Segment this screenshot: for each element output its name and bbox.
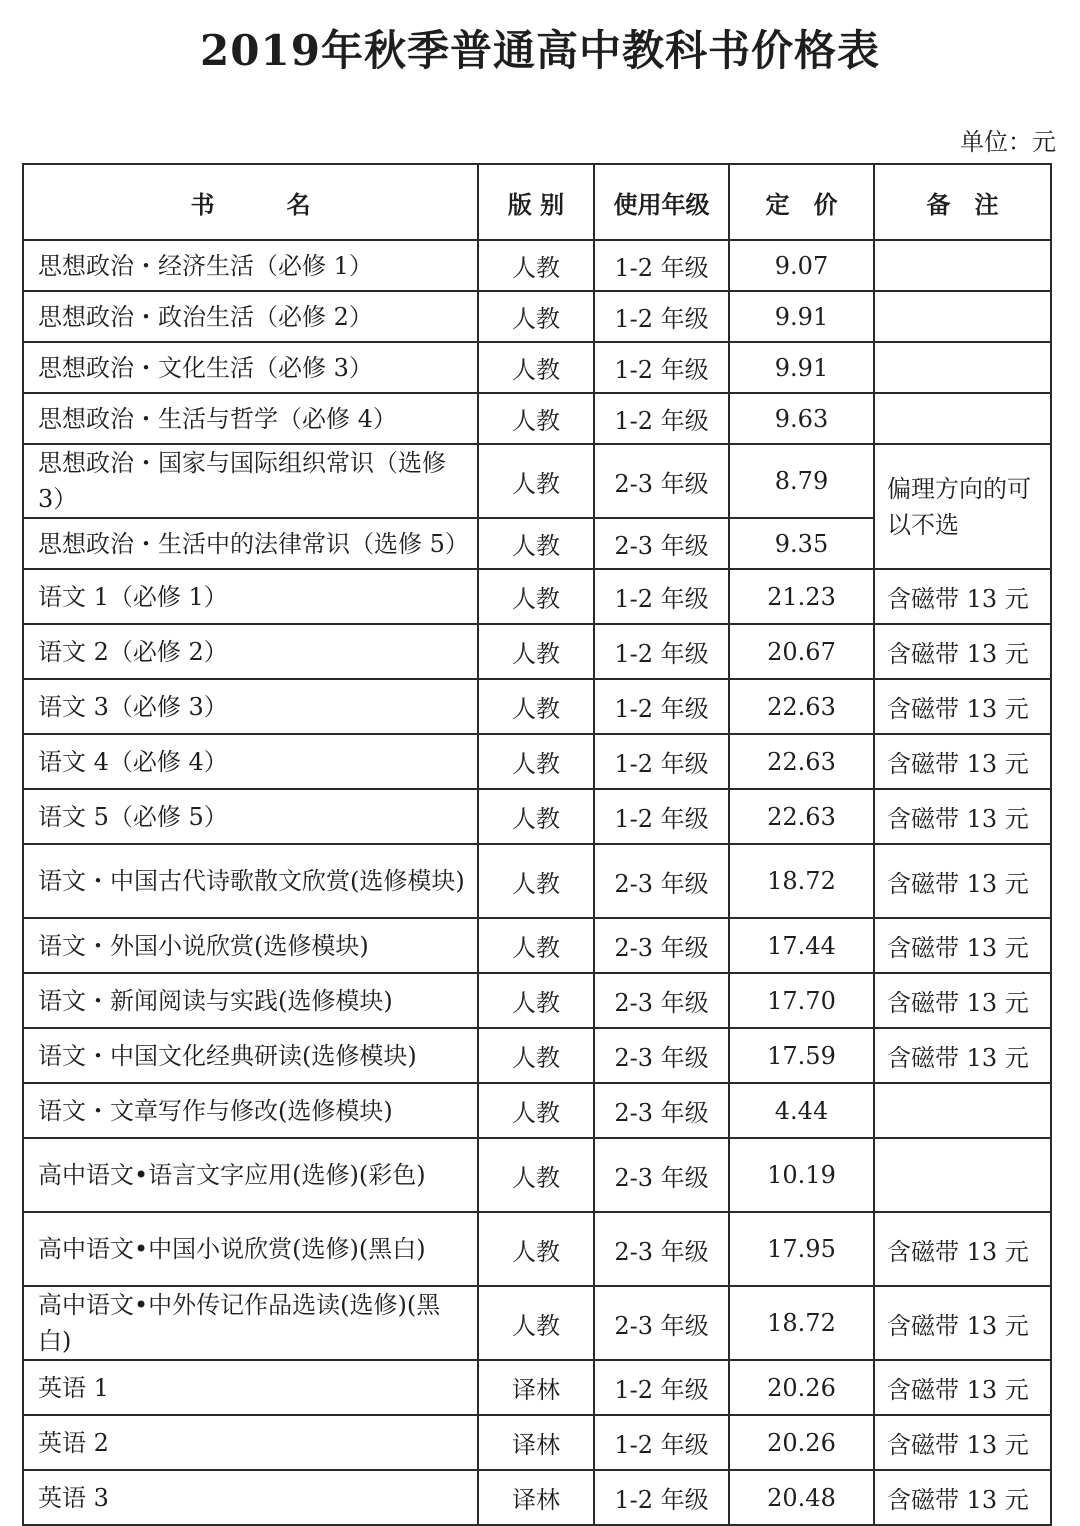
price: 18.72 [729, 844, 874, 918]
book-name: 语文 5（必修 5） [23, 789, 478, 844]
table-row [23, 844, 1051, 918]
grade: 1-2 年级 [594, 1360, 729, 1415]
note [874, 1138, 1051, 1212]
book-name: 高中语文•中国小说欣赏(选修)(黑白) [23, 1212, 478, 1286]
edition: 人教 [478, 973, 594, 1028]
price: 18.72 [729, 1286, 874, 1360]
book-name: 思想政治・文化生活（必修 3） [23, 342, 478, 393]
grade: 2-3 年级 [594, 444, 729, 518]
header-price: 定 价 [729, 164, 874, 240]
book-name: 语文 3（必修 3） [23, 679, 478, 734]
edition: 人教 [478, 1286, 594, 1360]
grade: 1-2 年级 [594, 393, 729, 444]
price: 4.44 [729, 1083, 874, 1138]
grade: 2-3 年级 [594, 844, 729, 918]
price: 17.59 [729, 1028, 874, 1083]
note: 含磁带 13 元 [874, 1286, 1051, 1360]
table-row [23, 569, 1051, 624]
table-row [23, 393, 1051, 444]
note [874, 342, 1051, 393]
price: 9.07 [729, 240, 874, 291]
price: 9.91 [729, 342, 874, 393]
edition: 译林 [478, 1470, 594, 1525]
book-name: 英语 1 [23, 1360, 478, 1415]
header-note: 备 注 [874, 164, 1051, 240]
price: 9.63 [729, 393, 874, 444]
book-name: 语文 4（必修 4） [23, 734, 478, 789]
note: 含磁带 13 元 [874, 918, 1051, 973]
book-name: 高中语文•中外传记作品选读(选修)(黑白) [23, 1286, 478, 1360]
grade: 1-2 年级 [594, 624, 729, 679]
grade: 1-2 年级 [594, 291, 729, 342]
edition: 人教 [478, 1083, 594, 1138]
edition: 人教 [478, 624, 594, 679]
table-row [23, 1083, 1051, 1138]
grade: 2-3 年级 [594, 973, 729, 1028]
price: 21.23 [729, 569, 874, 624]
grade: 2-3 年级 [594, 1028, 729, 1083]
table-row [23, 1360, 1051, 1415]
price: 20.26 [729, 1415, 874, 1470]
edition: 人教 [478, 918, 594, 973]
price: 22.63 [729, 734, 874, 789]
table-row [23, 918, 1051, 973]
table-row [23, 1415, 1051, 1470]
price: 20.26 [729, 1360, 874, 1415]
header-name: 书 名 [23, 164, 478, 240]
note: 含磁带 13 元 [874, 844, 1051, 918]
book-name: 思想政治・经济生活（必修 1） [23, 240, 478, 291]
edition: 人教 [478, 291, 594, 342]
grade: 2-3 年级 [594, 1138, 729, 1212]
price: 17.70 [729, 973, 874, 1028]
table-row [23, 1286, 1051, 1360]
grade: 2-3 年级 [594, 1212, 729, 1286]
note [874, 393, 1051, 444]
note: 含磁带 13 元 [874, 1415, 1051, 1470]
edition: 译林 [478, 1415, 594, 1470]
grade: 2-3 年级 [594, 518, 729, 569]
book-name: 语文・中国古代诗歌散文欣赏(选修模块) [23, 844, 478, 918]
table-row [23, 291, 1051, 342]
price: 9.35 [729, 518, 874, 569]
book-name: 英语 3 [23, 1470, 478, 1525]
price: 17.44 [729, 918, 874, 973]
table-row [23, 734, 1051, 789]
edition: 人教 [478, 844, 594, 918]
edition: 人教 [478, 679, 594, 734]
header-edition: 版 别 [478, 164, 594, 240]
grade: 1-2 年级 [594, 679, 729, 734]
table-row [23, 679, 1051, 734]
price: 17.95 [729, 1212, 874, 1286]
edition: 人教 [478, 789, 594, 844]
grade: 1-2 年级 [594, 734, 729, 789]
edition: 人教 [478, 1138, 594, 1212]
table-row [23, 1028, 1051, 1083]
header-row [23, 164, 1051, 240]
edition: 人教 [478, 569, 594, 624]
book-name: 思想政治・国家与国际组织常识（选修 3） [23, 444, 478, 518]
grade: 1-2 年级 [594, 569, 729, 624]
page-title: 2019年秋季普通高中教科书价格表 [200, 26, 880, 75]
note: 含磁带 13 元 [874, 569, 1051, 624]
book-name: 语文・中国文化经典研读(选修模块) [23, 1028, 478, 1083]
edition: 人教 [478, 734, 594, 789]
price-table [22, 163, 1052, 1526]
grade: 2-3 年级 [594, 1083, 729, 1138]
note: 含磁带 13 元 [874, 1360, 1051, 1415]
price: 9.91 [729, 291, 874, 342]
book-name: 语文・外国小说欣赏(选修模块) [23, 918, 478, 973]
note: 含磁带 13 元 [874, 1212, 1051, 1286]
note [874, 240, 1051, 291]
book-name: 英语 2 [23, 1415, 478, 1470]
note: 含磁带 13 元 [874, 973, 1051, 1028]
edition: 人教 [478, 393, 594, 444]
edition: 人教 [478, 1028, 594, 1083]
table-row [23, 1212, 1051, 1286]
note: 含磁带 13 元 [874, 1470, 1051, 1525]
price: 10.19 [729, 1138, 874, 1212]
edition: 人教 [478, 444, 594, 518]
book-name: 思想政治・政治生活（必修 2） [23, 291, 478, 342]
book-name: 语文 1（必修 1） [23, 569, 478, 624]
note: 含磁带 13 元 [874, 789, 1051, 844]
table-row [23, 973, 1051, 1028]
grade: 2-3 年级 [594, 1286, 729, 1360]
table-row [23, 342, 1051, 393]
book-name: 语文 2（必修 2） [23, 624, 478, 679]
header-grade: 使用年级 [594, 164, 729, 240]
unit-label: 单位：元 [960, 128, 1056, 156]
book-name: 思想政治・生活与哲学（必修 4） [23, 393, 478, 444]
grade: 1-2 年级 [594, 342, 729, 393]
edition: 人教 [478, 240, 594, 291]
edition: 译林 [478, 1360, 594, 1415]
note: 含磁带 13 元 [874, 679, 1051, 734]
note: 含磁带 13 元 [874, 734, 1051, 789]
table-row [23, 789, 1051, 844]
note: 含磁带 13 元 [874, 624, 1051, 679]
price: 20.48 [729, 1470, 874, 1525]
price: 20.67 [729, 624, 874, 679]
table-row [23, 624, 1051, 679]
price: 22.63 [729, 789, 874, 844]
book-name: 思想政治・生活中的法律常识（选修 5） [23, 518, 478, 569]
book-name: 语文・文章写作与修改(选修模块) [23, 1083, 478, 1138]
grade: 2-3 年级 [594, 918, 729, 973]
table-row [23, 240, 1051, 291]
price: 8.79 [729, 444, 874, 518]
price: 22.63 [729, 679, 874, 734]
grade: 1-2 年级 [594, 1470, 729, 1525]
edition: 人教 [478, 518, 594, 569]
grade: 1-2 年级 [594, 240, 729, 291]
note [874, 1083, 1051, 1138]
table-row [23, 1470, 1051, 1525]
book-name: 语文・新闻阅读与实践(选修模块) [23, 973, 478, 1028]
edition: 人教 [478, 1212, 594, 1286]
note [874, 291, 1051, 342]
note: 含磁带 13 元 [874, 1028, 1051, 1083]
book-name: 高中语文•语言文字应用(选修)(彩色) [23, 1138, 478, 1212]
grade: 1-2 年级 [594, 789, 729, 844]
table-row [23, 444, 1051, 518]
edition: 人教 [478, 342, 594, 393]
merged-note: 偏理方向的可以不选 [874, 444, 1051, 569]
grade: 1-2 年级 [594, 1415, 729, 1470]
table-row [23, 1138, 1051, 1212]
